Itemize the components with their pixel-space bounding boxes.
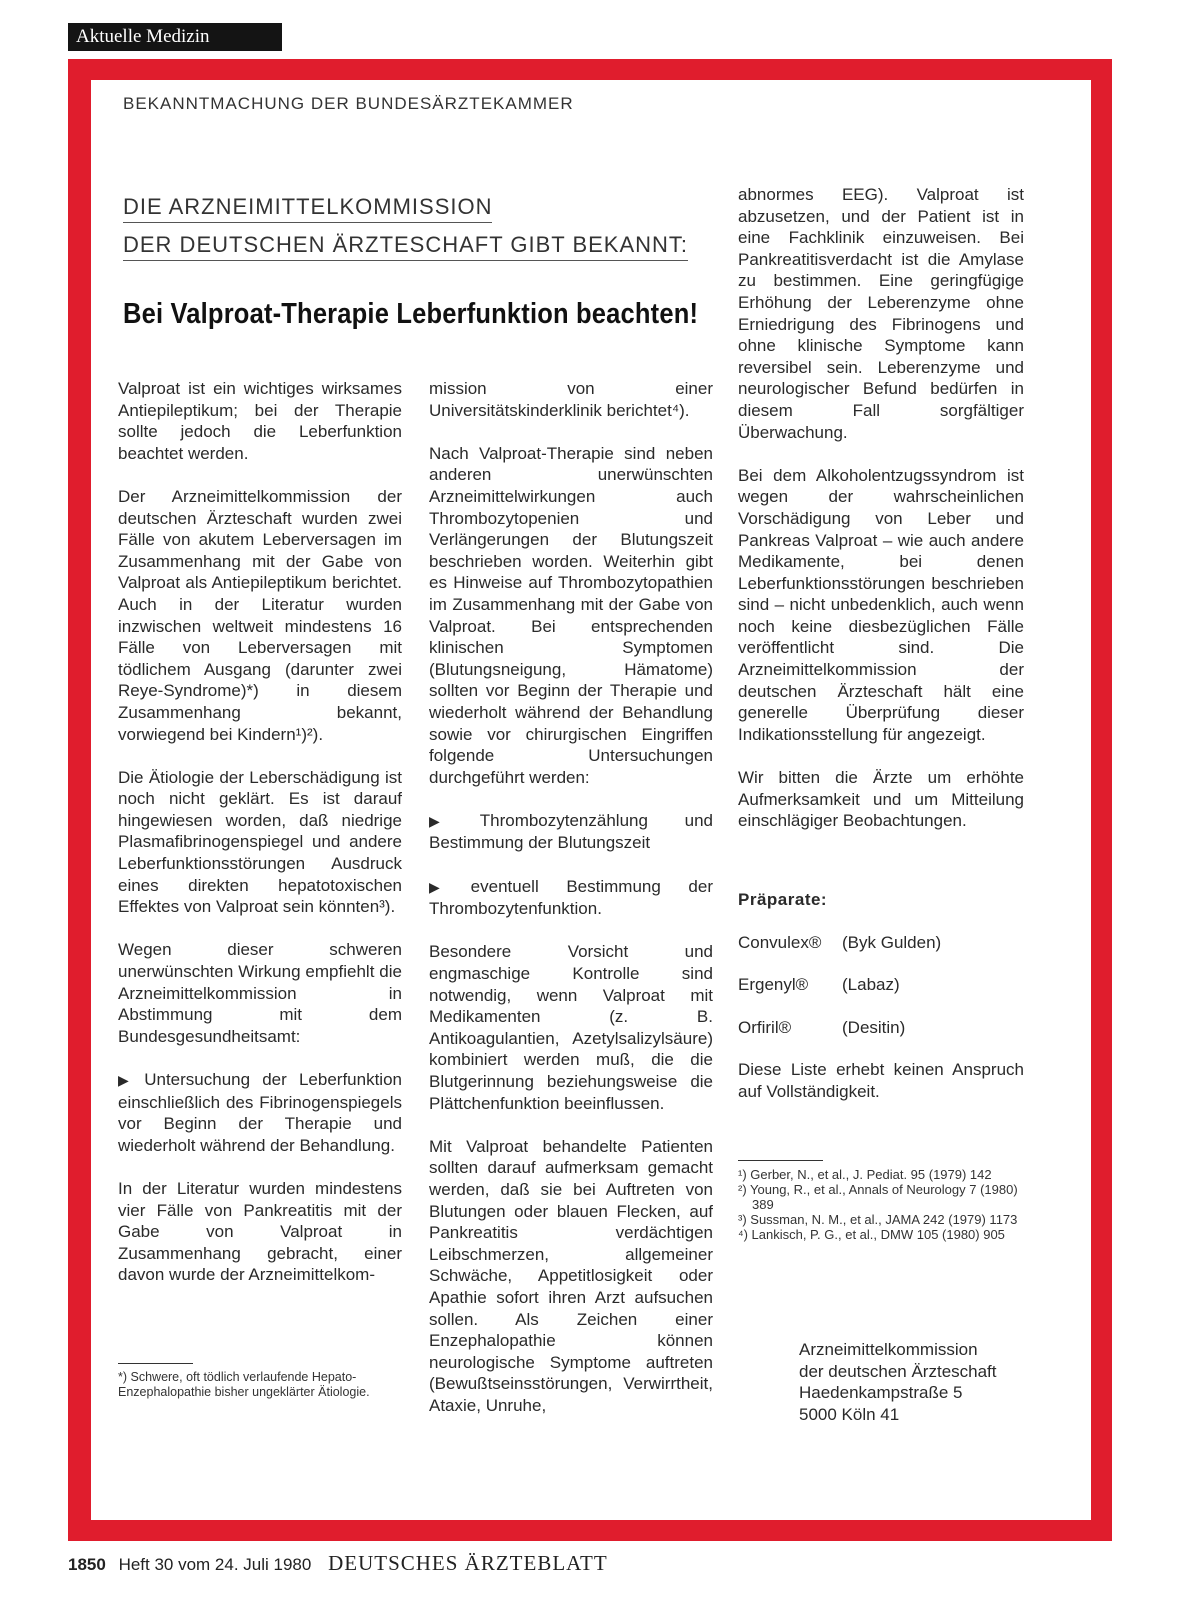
col1-footnote-block (118, 1363, 402, 1400)
col1-paragraph-3: Die Ätiologie der Leberschädigung ist noch nicht geklärt. Es ist darauf hingewiesen worden, daß niedrige Plasmafibrinogenspiegel und andere Leberfunktionsstörungen Ausdruck eines direkten hepatotoxischen Effektes von Valproat sein könnten³). (118, 767, 402, 917)
col3-paragraph-3: Wir bitten die Ärzte um erhöhte Aufmerksamkeit und um Mitteilung einschlägiger Beobachtungen. (738, 768, 1024, 831)
col1-paragraph-1: Valproat ist ein wichtiges wirksames Antiepileptikum; bei der Therapie sollte jedoch die Leberfunktion beachtet werden. (118, 379, 402, 463)
reference-item: ⁴) Lankisch, P. G., et al., DMW 105 (1980) 905 (738, 1227, 1005, 1242)
preparation-item (738, 1017, 1024, 1039)
article-headline: Bei Valproat-Therapie Leberfunktion beachten! (123, 298, 699, 330)
column-2 (429, 378, 713, 1438)
address-line: Haedenkampstraße 5 (799, 1383, 963, 1403)
preparation-maker: (Labaz) (842, 975, 900, 995)
page-footer (68, 1551, 608, 1576)
issue-info: Heft 30 vom 24. Juli 1980 (118, 1555, 312, 1574)
kommission-line-1: DIE ARZNEIMITTELKOMMISSION (123, 192, 492, 223)
references-rule (738, 1160, 823, 1161)
announcement-frame (68, 59, 1112, 1541)
col3-paragraph-1: abnormes EEG). Valproat ist abzusetzen, und der Patient ist in eine Fachklinik einzuweisen. Bei Pankreatitisverdacht ist die Amylase zu bestimmen. Eine geringfügige Erhöhung der Leberenzyme ohne Erniedrigung des Fibrinogens und ohne klinische Symptome kann reversibel sein. Leberenzyme und neurologischer Befund bedürfen in diesem Fall sorgfältiger Überwachung. (738, 185, 1024, 442)
column-3 (738, 184, 1024, 853)
col2-paragraph-4: Mit Valproat behandelte Patienten sollten darauf aufmerksam gemacht werden, daß sie bei Auftreten von Blutungen oder blauen Flecken, auf Pankreatitis verdächtigen Leibschmerzen, allgemeiner Schwäche, Appetitlosigkeit oder Apathie sofort ihren Arzt aufsuchen sollen. Als Zeichen einer Enzephalopathie können neurologische Symptome auftreten (Bewußtseinsstörungen, Verwirrtheit, Ataxie, Unruhe, (429, 1136, 713, 1415)
footnote-rule (118, 1363, 193, 1364)
col3-paragraph-4: Diese Liste erhebt keinen Anspruch auf Vollständigkeit. (738, 1060, 1024, 1101)
preparation-item (738, 932, 1024, 954)
col1-paragraph-4: Wegen dieser schweren unerwünschten Wirkung empfiehlt die Arzneimittelkommission in Abstimmung mit dem Bundesgesundheitsamt: (118, 940, 402, 1046)
col1-paragraph-5: In der Literatur wurden mindestens vier Fälle von Pankreatitis mit der Gabe von Valproat in Zusammenhang gebracht, einer davon wurde der Arzneimittelkom- (118, 1178, 402, 1285)
col2-paragraph-3: Besondere Vorsicht und engmaschige Kontrolle sind notwendig, wenn Valproat mit Medikamenten (z. B. Antikoagulantien, Azetylsalizylsäure) kombiniert werden muß, die die Blutgerinnung beziehungsweise die Plättchenfunktion beeinflussen. (429, 942, 713, 1113)
preparation-maker: (Desitin) (842, 1017, 906, 1037)
address-line: Arzneimittelkommission (799, 1340, 978, 1359)
references-block (738, 1160, 1024, 1242)
address-line: der deutschen Ärzteschaft (799, 1361, 997, 1381)
col1-footnote: *) Schwere, oft tödlich verlaufende Hepato-Enzephalopathie bisher ungeklärter Ätiologie. (118, 1370, 370, 1399)
preparation-name: Orfiril® (738, 1017, 792, 1037)
preparation-name: Ergenyl® (738, 975, 809, 995)
col3-paragraph-2: Bei dem Alkoholentzugssyndrom ist wegen der wahrscheinlichen Vorschädigung von Leber und Pankreas Valproat – wie auch andere Medikamente, bei denen Leberfunktionsstörungen beschrieben sind – nicht unbedenklich, auch wenn noch keine diesbezüglichen Fälle veröffentlicht sind. Die Arzneimittelkommission der deutschen Ärzteschaft hält eine generelle Überprüfung dieser Indikationsstellung für angezeigt. (738, 465, 1024, 744)
reference-item: ¹) Gerber, N., et al., J. Pediat. 95 (1979) 142 (738, 1167, 992, 1182)
address-block (799, 1339, 1029, 1425)
reference-item: ²) Young, R., et al., Annals of Neurology 7 (1980) 389 (738, 1182, 1018, 1212)
col2-paragraph-1: mission von einer Universitätskinderklinik berichtet⁴). (429, 379, 713, 420)
preparations-title: Präparate: (738, 890, 828, 909)
preparation-maker: (Byk Gulden) (842, 932, 942, 952)
col2-bullet-2: ▶ eventuell Bestimmung der Thrombozytenfunktion. (429, 876, 713, 920)
section-tag: Aktuelle Medizin (68, 23, 282, 51)
column-1 (118, 378, 402, 1308)
col2-paragraph-2: Nach Valproat-Therapie sind neben anderen unerwünschten Arzneimittelwirkungen auch Thrombozytopenien und Verlängerungen der Blutungszeit beschrieben worden. Weiterhin gibt es Hinweise auf Thrombozytopathien im Zusammenhang mit der Gabe von Valproat. Bei entsprechenden klinischen Symptomen (Blutungsneigung, Hämatome) sollten vor Beginn der Therapie und wiederholt während der Behandlung sowie vor chirurgischen Eingriffen folgende Untersuchungen durchgeführt werden: (429, 443, 713, 787)
kommission-line-2: DER DEUTSCHEN ÄRZTESCHAFT GIBT BEKANNT: (123, 230, 688, 261)
col1-bullet-1: ▶ Untersuchung der Leberfunktion einschließlich des Fibrinogenspiegels vor Beginn der Therapie und wiederholt während der Behandlung. (118, 1069, 402, 1156)
announcement-label: BEKANNTMACHUNG DER BUNDESÄRZTEKAMMER (123, 94, 574, 113)
page-number: 1850 (68, 1555, 106, 1574)
announcement-content (91, 80, 1091, 1520)
col2-bullet-1: ▶ Thrombozytenzählung und Bestimmung der Blutungszeit (429, 810, 713, 854)
col1-paragraph-2: Der Arzneimittelkommission der deutschen Ärzteschaft wurden zwei Fälle von akutem Leberversagen im Zusammenhang mit der Gabe von Valproat als Antiepileptikum berichtet. Auch in der Literatur wurden inzwischen weltweit mindestens 16 Fälle von Leberversagen mit tödlichem Ausgang (darunter zwei Reye-Syndrome)*) in diesem Zusammenhang bekannt, vorwiegend bei Kindern¹)²). (118, 486, 402, 744)
journal-name: DEUTSCHES ÄRZTEBLATT (328, 1551, 608, 1575)
address-line: 5000 Köln 41 (799, 1404, 900, 1424)
reference-item: ³) Sussman, N. M., et al., JAMA 242 (1979) 1173 (738, 1212, 1018, 1227)
preparation-name: Convulex® (738, 932, 822, 952)
references-list (738, 1167, 1024, 1242)
kommission-heading (123, 188, 688, 264)
preparation-item (738, 974, 1024, 996)
preparations-block (738, 889, 1024, 1103)
